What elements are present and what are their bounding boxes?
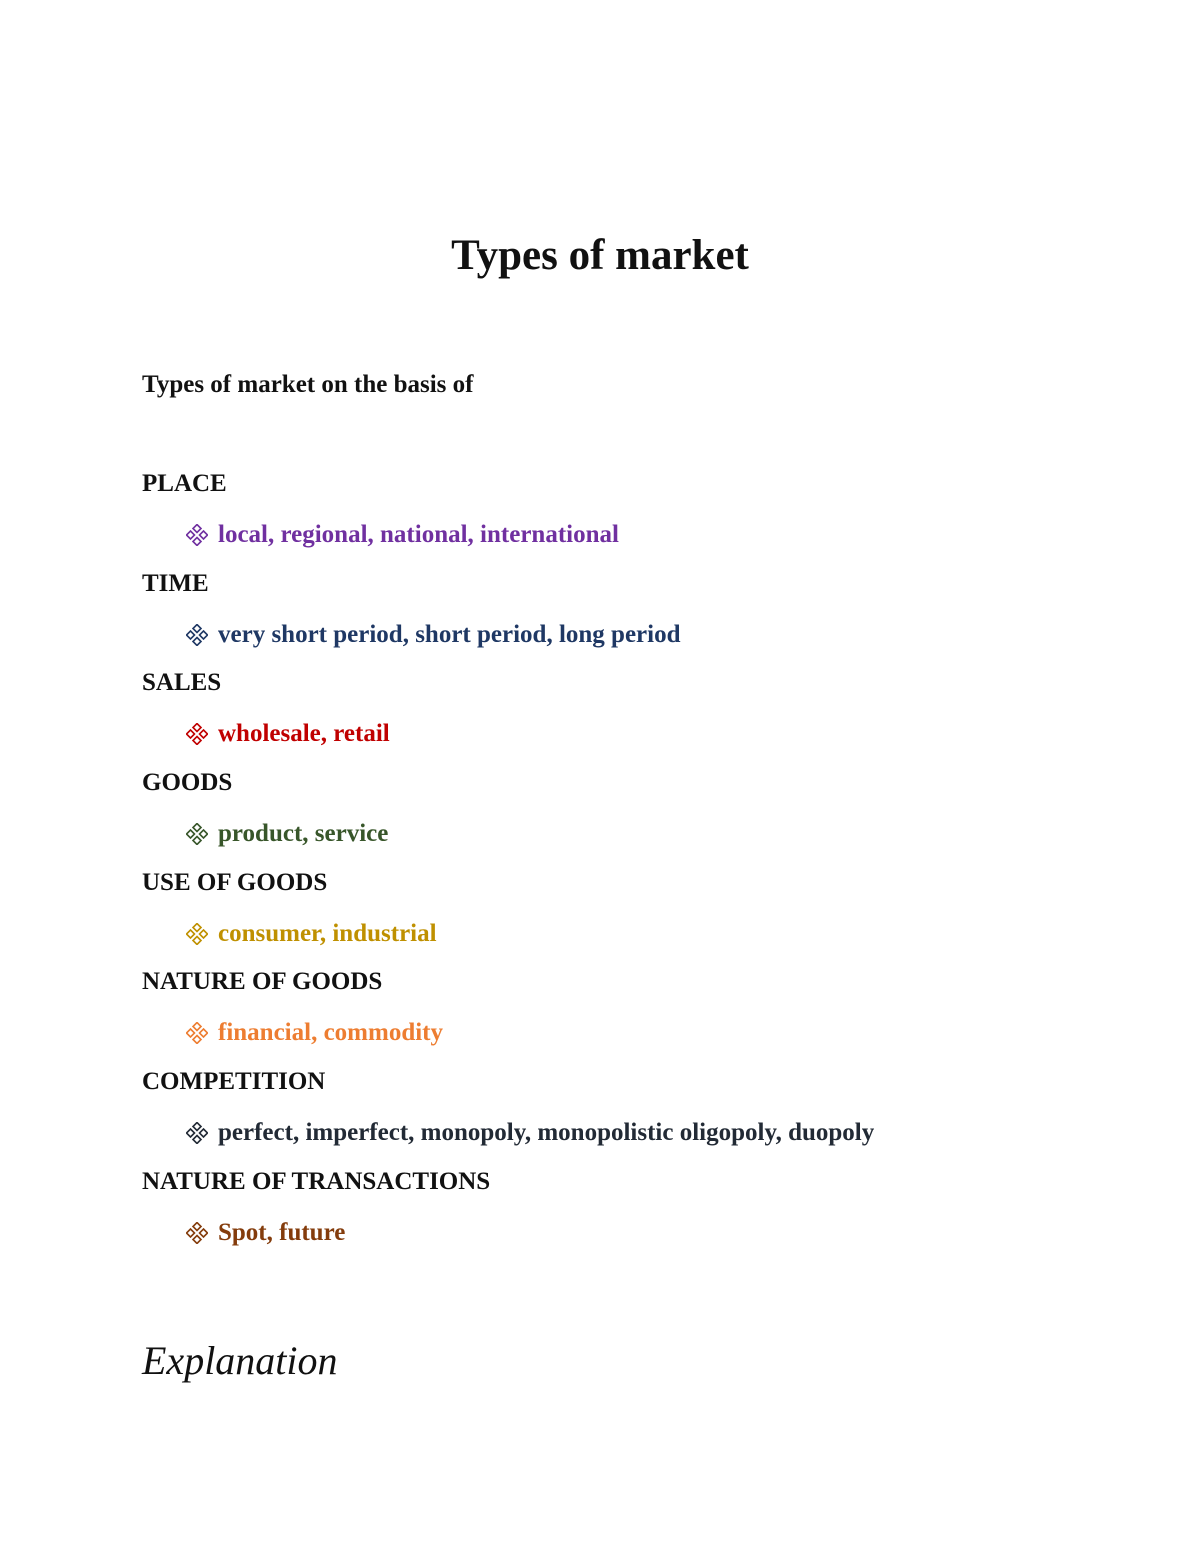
four-diamond-bullet-icon xyxy=(186,723,208,745)
category-items-text: very short period, short period, long period xyxy=(218,620,681,648)
category-use-of-goods xyxy=(142,866,1142,966)
four-diamond-bullet-icon xyxy=(186,524,208,546)
category-goods xyxy=(142,766,1142,866)
category-heading: TIME xyxy=(142,569,209,597)
category-heading: PLACE xyxy=(142,470,227,497)
four-diamond-bullet-icon xyxy=(186,1022,208,1044)
category-heading: NATURE OF GOODS xyxy=(142,968,383,996)
four-diamond-bullet-icon xyxy=(186,823,208,845)
category-heading: NATURE OF TRANSACTIONS xyxy=(142,1167,491,1195)
document-title: Types of market xyxy=(451,232,749,279)
category-items-text: financial, commodity xyxy=(218,1019,443,1047)
category-bullet-item xyxy=(186,817,388,851)
category-heading: GOODS xyxy=(142,769,233,797)
intro-text: Types of market on the basis of xyxy=(142,371,474,398)
four-diamond-bullet-icon xyxy=(186,1122,208,1144)
category-place xyxy=(142,467,1142,567)
category-bullet-item xyxy=(186,518,619,552)
category-heading: COMPETITION xyxy=(142,1068,326,1096)
category-competition xyxy=(142,1065,1142,1165)
category-list xyxy=(142,467,1142,1265)
four-diamond-bullet-icon xyxy=(186,624,208,646)
section-heading-explanation: Explanation xyxy=(142,1338,338,1383)
category-items-text: consumer, industrial xyxy=(218,919,437,947)
category-bullet-item xyxy=(186,618,681,652)
category-heading: SALES xyxy=(142,669,222,697)
category-heading: USE OF GOODS xyxy=(142,868,328,896)
category-bullet-item xyxy=(186,1116,874,1150)
category-items-text: local, regional, national, international xyxy=(218,521,619,548)
category-items-text: perfect, imperfect, monopoly, monopolistic oligopoly, duopoly xyxy=(218,1119,875,1147)
four-diamond-bullet-icon xyxy=(186,923,208,945)
category-bullet-item xyxy=(186,717,390,751)
category-time xyxy=(142,567,1142,667)
category-nature-of-transactions xyxy=(142,1165,1142,1265)
category-bullet-item xyxy=(186,917,437,951)
category-items-text: product, service xyxy=(218,820,389,848)
category-items-text: wholesale, retail xyxy=(218,720,390,748)
four-diamond-bullet-icon xyxy=(186,1222,208,1244)
category-sales xyxy=(142,666,1142,766)
category-bullet-item xyxy=(186,1216,345,1250)
category-nature-of-goods xyxy=(142,965,1142,1065)
category-bullet-item xyxy=(186,1016,443,1050)
category-items-text: Spot, future xyxy=(218,1218,346,1246)
